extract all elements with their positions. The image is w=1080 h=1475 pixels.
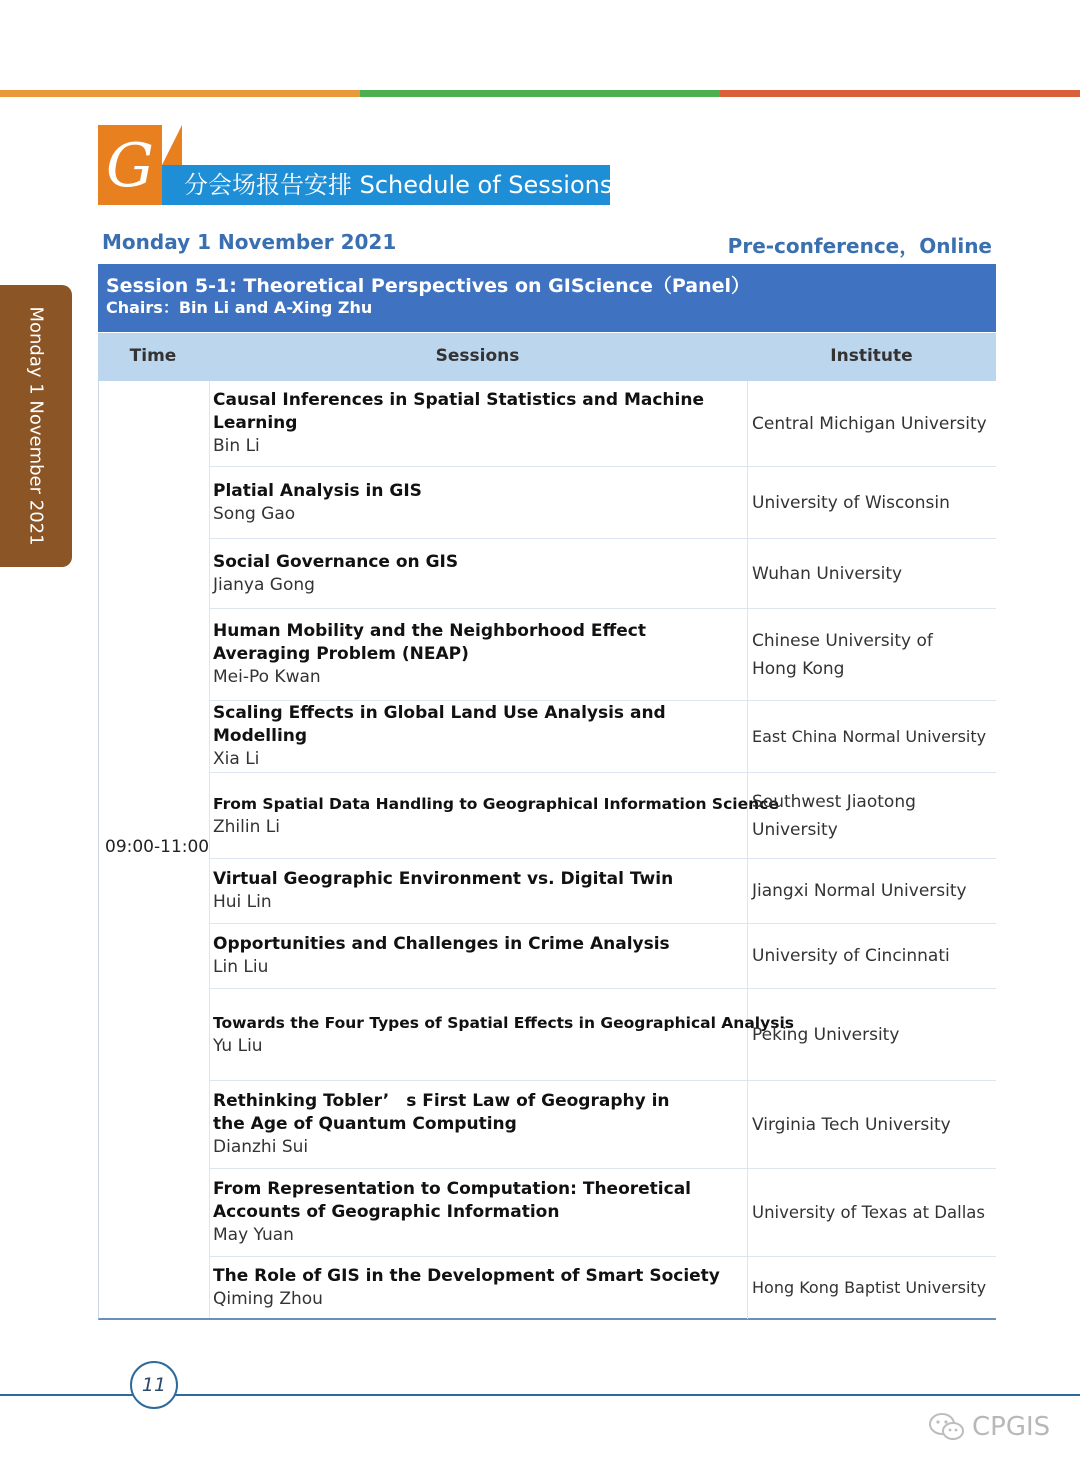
table-row xyxy=(209,859,996,924)
talk-title: From Spatial Data Handling to Geographical Information Science xyxy=(213,794,779,813)
session-chairs: Chairs：Bin Li and A-Xing Zhu xyxy=(106,298,373,317)
logo-letter: G xyxy=(106,131,154,201)
speaker: Yu Liu xyxy=(213,1035,263,1056)
talk-title: Towards the Four Types of Spatial Effects in Geographical Analysis xyxy=(213,1013,794,1032)
top-color-bar xyxy=(0,90,1080,97)
session-header xyxy=(98,264,996,332)
speaker: Song Gao xyxy=(213,503,296,524)
institute: East China Normal University xyxy=(752,726,987,746)
talk-title: Rethinking Tobler’ s First Law of Geography in the Age of Quantum Computing xyxy=(213,1091,670,1134)
col-sessions: Sessions xyxy=(435,346,520,366)
top-bar-red xyxy=(720,90,1080,97)
watermark-text: CPGIS xyxy=(972,1412,1051,1442)
speaker: May Yuan xyxy=(213,1225,294,1245)
schedule-table xyxy=(98,381,996,1320)
speaker: Lin Liu xyxy=(213,957,269,977)
format-label: Pre-conference，Online xyxy=(727,234,992,258)
watermark xyxy=(928,1412,1050,1442)
table-row xyxy=(209,609,996,701)
side-date-tab xyxy=(0,285,72,567)
institute: University of Cincinnati xyxy=(752,946,950,966)
speaker: Xia Li xyxy=(213,749,260,769)
table-row xyxy=(209,539,996,609)
talk-title: From Representation to Computation: Theoretical Accounts of Geographic Information xyxy=(213,1179,691,1222)
talk-title: Causal Inferences in Spatial Statistics and Machine Learning xyxy=(213,390,704,433)
talk-title: Scaling Effects in Global Land Use Analysis and Modelling xyxy=(213,703,666,746)
top-bar-orange xyxy=(0,90,360,97)
table-header xyxy=(98,333,996,381)
talk-title: Human Mobility and the Neighborhood Effect Averaging Problem (NEAP) xyxy=(213,621,647,664)
institute: Peking University xyxy=(752,1024,900,1045)
side-date-label: Monday 1 November 2021 xyxy=(25,306,47,546)
talk-title: The Role of GIS in the Development of Smart Society xyxy=(213,1266,720,1286)
institute: Central Michigan University xyxy=(752,413,987,434)
top-bar-green xyxy=(360,90,720,97)
table-row xyxy=(209,1169,996,1257)
talk-title: Platial Analysis in GIS xyxy=(213,480,422,501)
col-institute: Institute xyxy=(830,346,913,366)
wechat-icon xyxy=(928,1412,966,1442)
table-row xyxy=(209,989,996,1081)
col-time: Time xyxy=(129,346,177,366)
table-row xyxy=(209,1257,996,1319)
talk-title: Social Governance on GIS xyxy=(213,551,459,572)
page-title: 分会场报告安排 Schedule of Sessions xyxy=(162,165,610,205)
time-value: 09:00-11:00 xyxy=(105,837,210,857)
speaker: Mei-Po Kwan xyxy=(213,667,321,687)
institute: Southwest Jiaotong University xyxy=(752,791,916,840)
table-row xyxy=(209,381,996,467)
speaker: Hui Lin xyxy=(213,892,272,912)
table-row xyxy=(209,924,996,989)
speaker: Bin Li xyxy=(213,436,260,456)
table-row xyxy=(209,467,996,539)
speaker: Zhilin Li xyxy=(213,816,280,837)
institute: University of Texas at Dallas xyxy=(752,1202,985,1222)
page-number: 11 xyxy=(130,1361,178,1409)
speaker: Dianzhi Sui xyxy=(213,1137,309,1157)
time-cell xyxy=(99,381,210,1318)
institute: Jiangxi Normal University xyxy=(752,881,967,901)
talk-title: Opportunities and Challenges in Crime Analysis xyxy=(213,934,670,954)
date-label: Monday 1 November 2021 xyxy=(102,230,397,254)
institute: University of Wisconsin xyxy=(752,492,950,513)
logo-g xyxy=(98,125,162,205)
talk-title: Virtual Geographic Environment vs. Digital Twin xyxy=(213,869,674,889)
institute: Wuhan University xyxy=(752,563,903,584)
logo-wedge xyxy=(162,125,182,165)
speaker: Qiming Zhou xyxy=(213,1289,323,1309)
table-row xyxy=(209,701,996,773)
table-row xyxy=(209,1081,996,1169)
table-row xyxy=(209,773,996,859)
institute: Virginia Tech University xyxy=(752,1114,951,1135)
speaker: Jianya Gong xyxy=(213,574,315,595)
session-title: Session 5-1: Theoretical Perspectives on GIScience（Panel） xyxy=(106,275,750,297)
institute: Chinese University of Hong Kong xyxy=(752,630,933,679)
institute: Hong Kong Baptist University xyxy=(752,1278,987,1297)
